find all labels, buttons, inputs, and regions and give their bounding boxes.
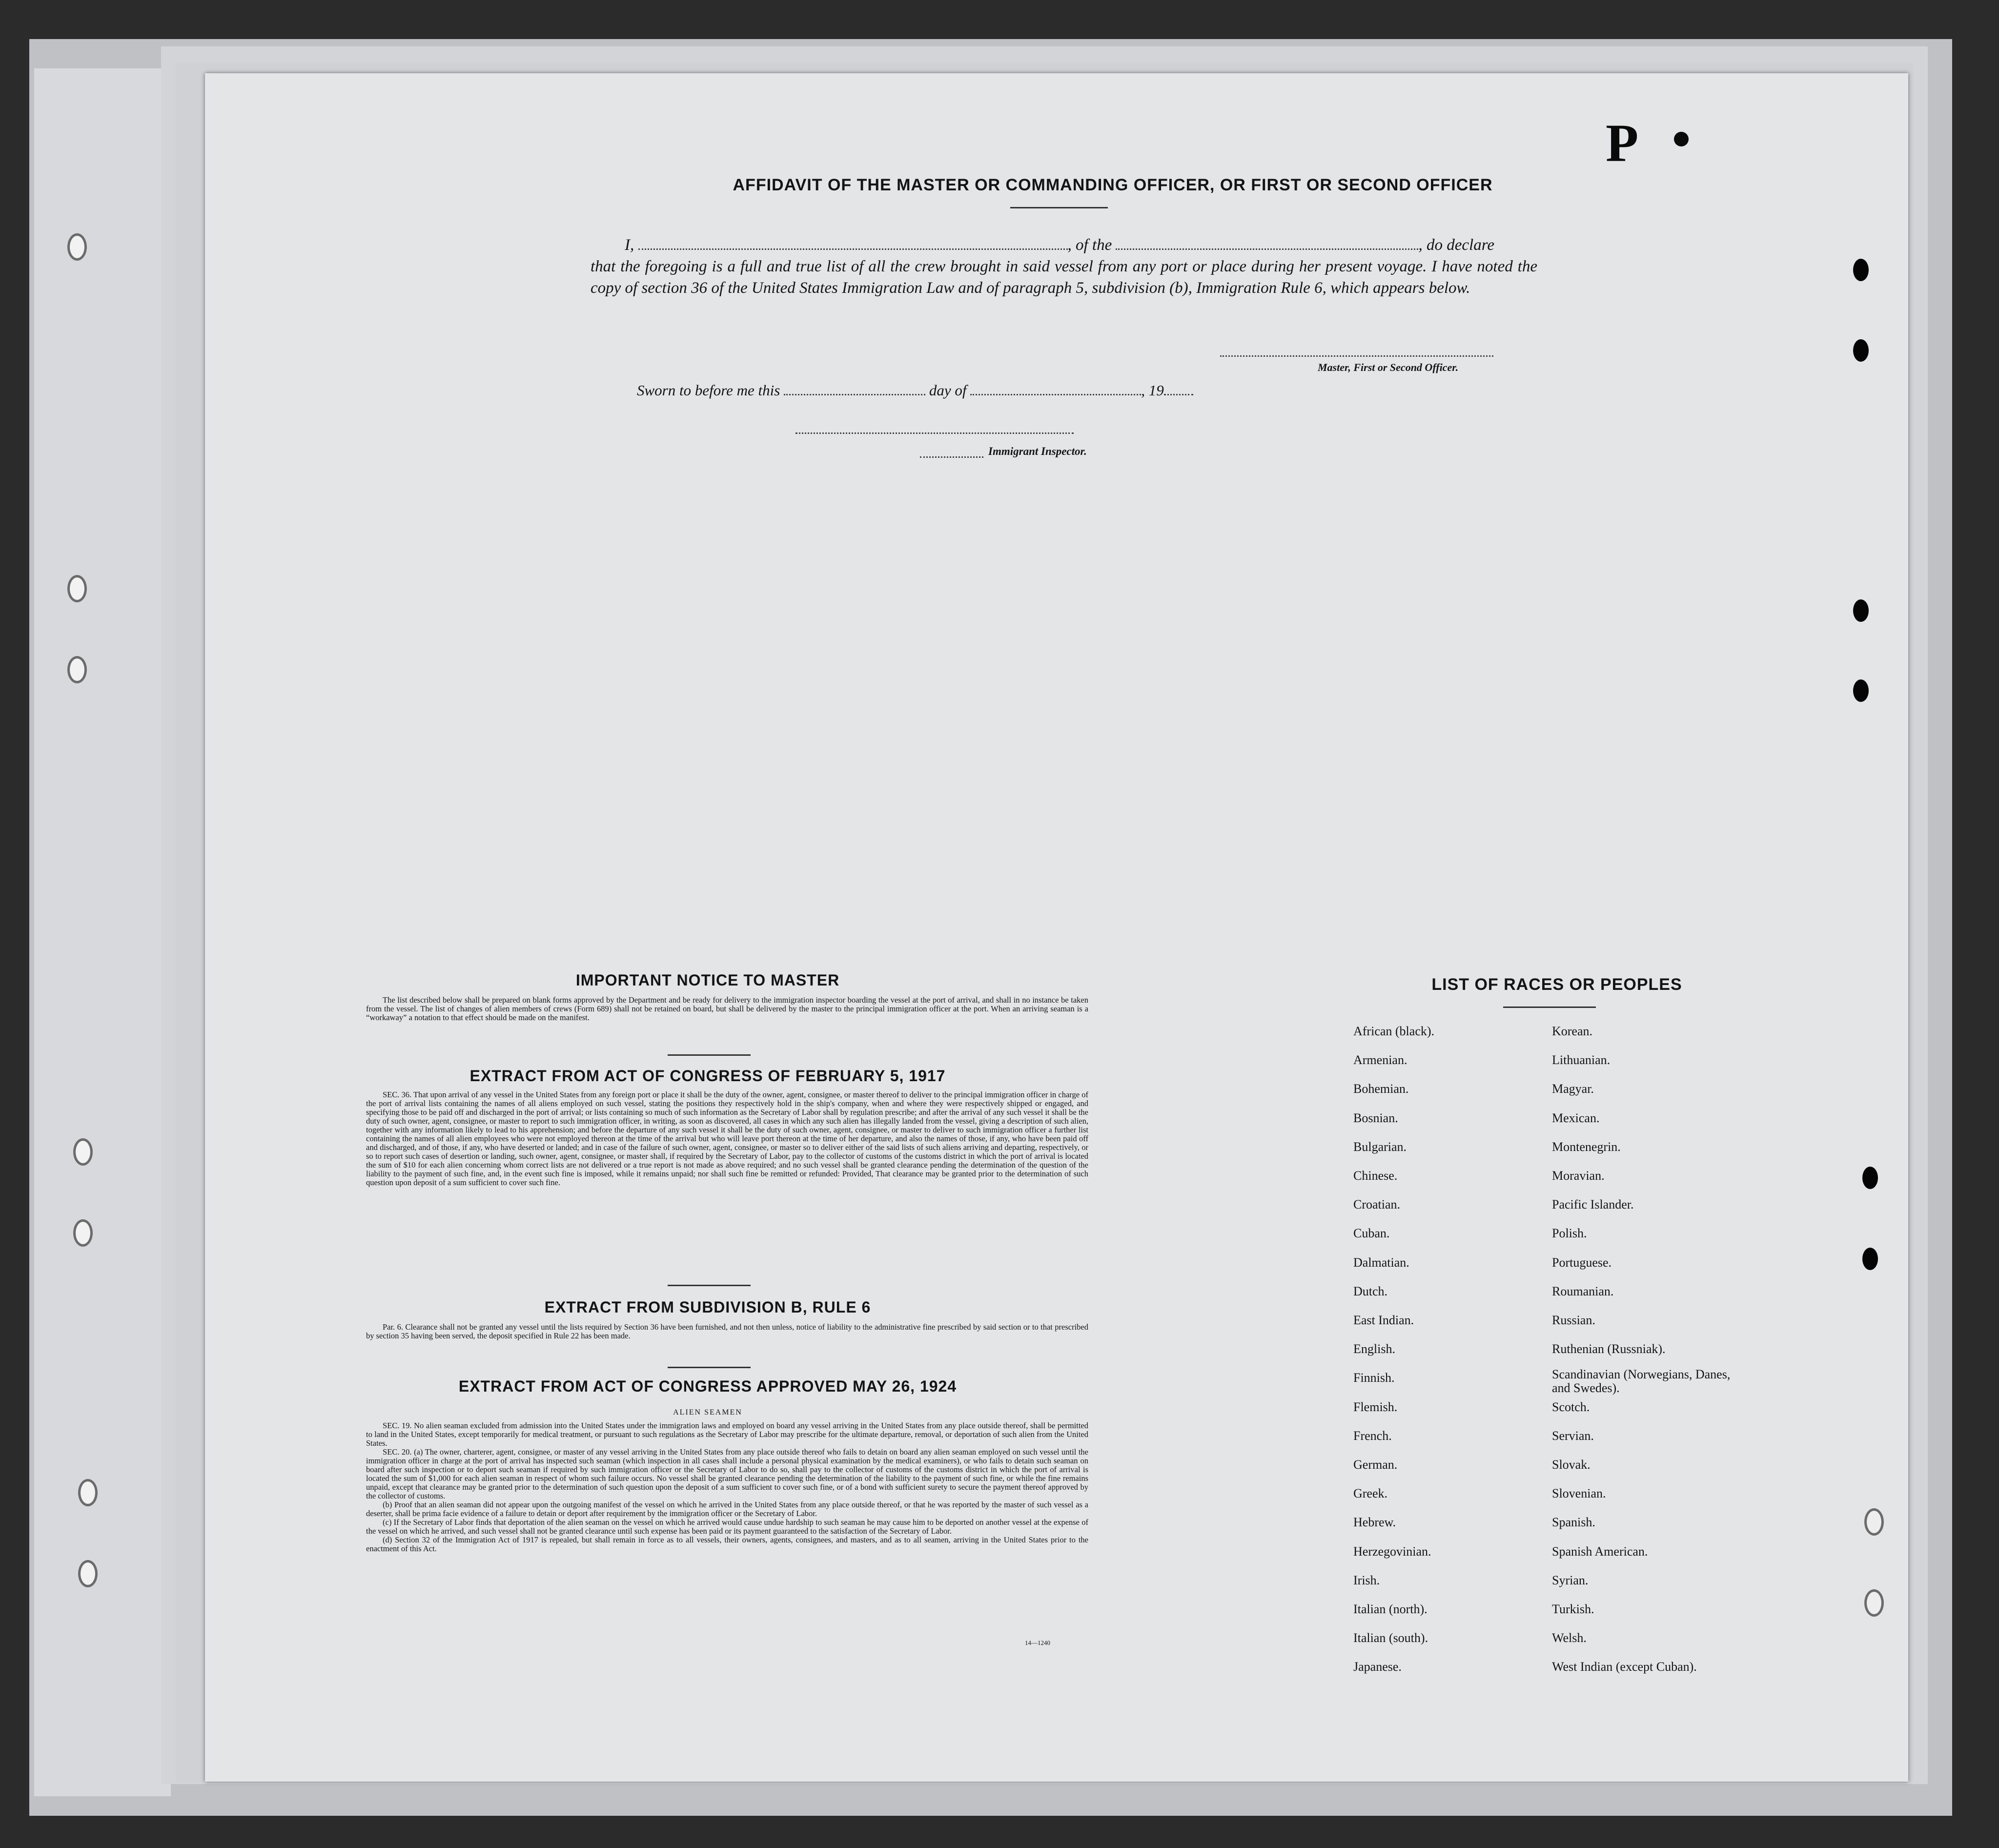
race-item: Syrian.: [1552, 1573, 1589, 1587]
sec-20d-paragraph: (d) Section 32 of the Immigration Act of 1917 is repealed, but shall remain in force as to all vessels, their owners, agents, consignees, and masters, and as to all seamen, arriving in the United States prior to the enactment of this Act.: [366, 1535, 1088, 1553]
extract-1917-title: EXTRACT FROM ACT OF CONGRESS OF FEBRUARY 5, 1917: [469, 1067, 946, 1085]
punch-hole: [1853, 679, 1869, 702]
race-item: Lithuanian.: [1552, 1053, 1611, 1068]
race-item: German.: [1353, 1458, 1398, 1472]
race-item: West Indian (except Cuban).: [1552, 1660, 1697, 1674]
race-item: Scotch.: [1552, 1399, 1590, 1414]
do-declare-label: , do declare: [1418, 236, 1494, 254]
day-of-label: day of: [929, 382, 967, 399]
of-the-label: , of the: [1067, 236, 1112, 254]
sec-20b-paragraph: (b) Proof that an alien seaman did not appear upon the outgoing manifest of the vessel on which he arrived in the United States from any place outside thereof, or that he was reported by the master of such vessel as a deserter, shall be prima facie evidence of a failure to detain or deport after requirement by the immigration officer or the Secretary of Labor.: [366, 1500, 1088, 1518]
notice-title: IMPORTANT NOTICE TO MASTER: [575, 971, 840, 989]
stamp-mark: P: [1606, 113, 1639, 173]
affidavit-text: [591, 234, 1537, 299]
section-36-paragraph: SEC. 36. That upon arrival of any vessel in the United States from any foreign port or place it shall be the duty of the owner, agent, consignee, or master thereof to deliver to the principal immigration officer in charge of the port of arrival lists containing the names of all aliens employed on such vessel, stating the positions they respectively hold in the ship's company, when and where they were respectively shipped or engaged, and specifying those to be paid off and discharged in the port of arrival; or lists containing so much of such information as the Secretary of Labor shall by regulation prescribe; and after the arrival of any such vessel it shall be the duty of such owner, agent, consignee, or master to report to such immigration officer, in writing, as soon as discovered, all cases in which any such alien has illegally landed from the vessel, giving a description of such alien, together with any information likely to lead to his apprehension; and before the departure of any such vessel it shall be the duty of such owner, agent, consignee, or master to deliver to such immigration officer a further list containing the names of all alien employees who were not employed thereon at the time of the arrival but who will leave port thereon at the time of her departure, and also the names of those, if any, who have been paid off and discharged, and of those, if any, who have deserted or landed; and in case of the failure of such owner, agent, consignee, or master so to deliver either of the said lists of such aliens arriving and departing, respectively, or so to report such cases of desertion or landing, such owner, agent, consignee, or master shall, if required by the Secretary of Labor, pay to the collector of customs of the customs district in which the port of arrival is located the sum of $10 for each alien concerning whom correct lists are not delivered or a true report is not made as above required; and no such vessel shall be granted clearance pending the determination of the question of the liability to the payment of such fine, and, in the event such fine is imposed, while it remains unpaid; nor shall such fine be remitted or refunded: Provided, That clearance may be granted prior to the determination of such question upon deposit of a sum sufficient to cover such fine.: [366, 1090, 1088, 1187]
i-label: I,: [625, 236, 634, 254]
divider: [668, 1054, 751, 1056]
race-item: Flemish.: [1353, 1399, 1398, 1414]
race-item: Herzegovinian.: [1353, 1544, 1431, 1559]
race-item: Bulgarian.: [1353, 1139, 1407, 1154]
race-item: Roumanian.: [1552, 1284, 1614, 1298]
divider: [1503, 1006, 1596, 1008]
race-item: Ruthenian (Russniak).: [1552, 1342, 1666, 1356]
race-item: Slovenian.: [1552, 1486, 1606, 1501]
binder-hole: [78, 1479, 98, 1506]
race-item: Irish.: [1353, 1573, 1380, 1587]
race-item: Greek.: [1353, 1486, 1388, 1501]
sworn-line: [637, 382, 1193, 399]
divider: [668, 1285, 751, 1286]
inspector-signature-line: [796, 432, 1074, 434]
race-item: Moravian.: [1552, 1169, 1605, 1183]
signature-line: [1220, 355, 1493, 357]
race-item: Portuguese.: [1552, 1255, 1612, 1270]
extract-1917-text: [366, 1090, 1088, 1187]
sworn-prefix: Sworn to before me this: [637, 382, 780, 399]
race-item: Korean.: [1552, 1024, 1593, 1038]
punch-hole: [1862, 1167, 1878, 1189]
race-item: Mexican.: [1552, 1110, 1600, 1125]
binder-hole: [67, 233, 87, 261]
race-item: African (black).: [1353, 1024, 1435, 1038]
race-item: English.: [1353, 1342, 1395, 1356]
race-item: Croatian.: [1353, 1197, 1401, 1212]
race-item: Hebrew.: [1353, 1515, 1396, 1530]
race-item: Italian (south).: [1353, 1631, 1428, 1645]
notice-text: [366, 996, 1088, 1022]
divider: [1010, 207, 1108, 208]
extract-rule6-text: [366, 1323, 1088, 1340]
affidavit-body: that the foregoing is a full and true list of all the crew brought in said vessel from any port or place during her present voyage. I have noted the copy of section 36 of the United States Immigration Law and of paragraph 5, subdivision (b), Immigration Rule 6, which appears below.: [591, 258, 1537, 297]
name-blank: [638, 248, 1068, 250]
alien-seamen-subtitle: ALIEN SEAMEN: [673, 1408, 742, 1417]
binder-hole: [73, 1138, 93, 1166]
race-item: Welsh.: [1552, 1631, 1587, 1645]
punch-hole: [1853, 259, 1869, 281]
punch-hole: [1864, 1589, 1884, 1617]
signature-caption: Master, First or Second Officer.: [1318, 361, 1459, 373]
race-item: Scandinavian (Norwegians, Danes, and Swedes).: [1552, 1367, 1731, 1396]
extract-1924-text: [366, 1421, 1088, 1553]
divider: [668, 1367, 751, 1368]
race-item: Armenian.: [1353, 1053, 1407, 1068]
year-blank: [1164, 394, 1193, 395]
binder-hole: [67, 575, 87, 602]
race-item: Russian.: [1552, 1313, 1595, 1327]
race-item: Dalmatian.: [1353, 1255, 1409, 1270]
punch-hole: [1853, 339, 1869, 362]
race-item: Montenegrin.: [1552, 1139, 1621, 1154]
form-number: 14—1240: [1025, 1639, 1050, 1646]
race-item: Pacific Islander.: [1552, 1197, 1634, 1212]
extract-1924-title: EXTRACT FROM ACT OF CONGRESS APPROVED MAY 26, 1924: [458, 1377, 957, 1395]
race-item: Polish.: [1552, 1226, 1587, 1241]
year-prefix: , 19: [1141, 382, 1164, 399]
race-item: Italian (north).: [1353, 1602, 1428, 1616]
race-item: Japanese.: [1353, 1660, 1402, 1674]
race-item: Servian.: [1552, 1428, 1594, 1443]
sec-20a-paragraph: SEC. 20. (a) The owner, charterer, agent, consignee, or master of any vessel arriving in the United States from any place outside thereof who fails to detain on board any alien seaman employed on such vessel until the immigration officer in charge at the port of arrival has inspected such seaman (which inspection in all cases shall include a personal physical examination by the medical examiners), or who fails to detain such seaman on board after such inspection or to deport such seaman if required by such immigration officer or the Secretary of Labor to do so, shall pay to the collector of customs of the customs district in which the port of arrival is located the sum of $1,000 for each alien seaman in respect of whom such failure occurs. No vessel shall be granted clearance pending the determination of the liability to the payment of such fine, or while the fine remains unpaid, except that clearance may be granted prior to the determination of such question upon the deposit of a sum sufficient to cover such fine, or of a bond with sufficient surety to secure the payment thereof approved by the collector of customs.: [366, 1447, 1088, 1500]
punch-hole: [1864, 1508, 1884, 1536]
race-item: Spanish American.: [1552, 1544, 1648, 1559]
race-item: Bosnian.: [1353, 1110, 1398, 1125]
left-strip-sheet: [34, 68, 171, 1796]
sec-20c-paragraph: (c) If the Secretary of Labor finds that deportation of the alien seaman on the vessel on which he arrived would cause undue hardship to such seaman he may cause him to be deported on another vessel at the expense of the vessel on which he arrived, and such vessel shall not be granted clearance until such expense has been paid or its payment guaranteed to the satisfaction of the Secretary of Labor.: [366, 1518, 1088, 1536]
race-item: Chinese.: [1353, 1169, 1398, 1183]
race-item: Dutch.: [1353, 1284, 1388, 1298]
race-item: Magyar.: [1552, 1082, 1594, 1096]
extract-rule6-title: EXTRACT FROM SUBDIVISION B, RULE 6: [544, 1298, 871, 1316]
stamp-dot: [1674, 132, 1689, 146]
vessel-blank: [1116, 248, 1418, 250]
race-item: Turkish.: [1552, 1602, 1594, 1616]
inspector-dots: [920, 456, 983, 458]
binder-hole: [67, 656, 87, 683]
notice-paragraph: The list described below shall be prepared on blank forms approved by the Department and be ready for delivery to the immigration inspector boarding the vessel at the port of arrival, and shall in no instance be taken from the vessel. The list of changes of alien members of crews (Form 689) shall not be retained on board, but shall be delivered by the master to the principal immigration officer at the port. When an arriving seaman is a “workaway” a notation to that effect should be made on the manifest.: [366, 995, 1088, 1022]
sec-19-paragraph: SEC. 19. No alien seaman excluded from admission into the United States under the immigration laws and employed on board any vessel arriving in the United States from any place outside thereof, shall be permitted to land in the United States, except temporarily for medical treatment, or pursuant to such regulations as the Secretary of Labor may prescribe for the ultimate departure, removal, or deportation of such alien from the United States.: [366, 1421, 1088, 1448]
affidavit-title: AFFIDAVIT OF THE MASTER OR COMMANDING OFFICER, OR FIRST OR SECOND OFFICER: [733, 176, 1493, 194]
race-item: Slovak.: [1552, 1458, 1591, 1472]
affidavit-declaration-line: [591, 234, 1537, 256]
race-item: Spanish.: [1552, 1515, 1595, 1530]
race-item: Cuban.: [1353, 1226, 1390, 1241]
race-item: Bohemian.: [1353, 1082, 1409, 1096]
inspector-caption: Immigrant Inspector.: [988, 445, 1087, 457]
month-blank: [970, 394, 1141, 395]
punch-hole: [1853, 599, 1869, 622]
day-blank: [784, 394, 925, 395]
race-item: Finnish.: [1353, 1371, 1395, 1385]
paragraph-6: Par. 6. Clearance shall not be granted any vessel until the lists required by Section 36 have been furnished, and not then unless, notice of liability to the administrative fine prescribed by said section or to that prescribed by section 35 having been served, the deposit specified in Rule 22 has been made.: [366, 1322, 1088, 1340]
binder-hole: [78, 1560, 98, 1587]
races-title: LIST OF RACES OR PEOPLES: [1431, 975, 1682, 994]
race-item: French.: [1353, 1428, 1392, 1443]
race-item: East Indian.: [1353, 1313, 1414, 1327]
binder-hole: [73, 1219, 93, 1247]
punch-hole: [1862, 1248, 1878, 1270]
